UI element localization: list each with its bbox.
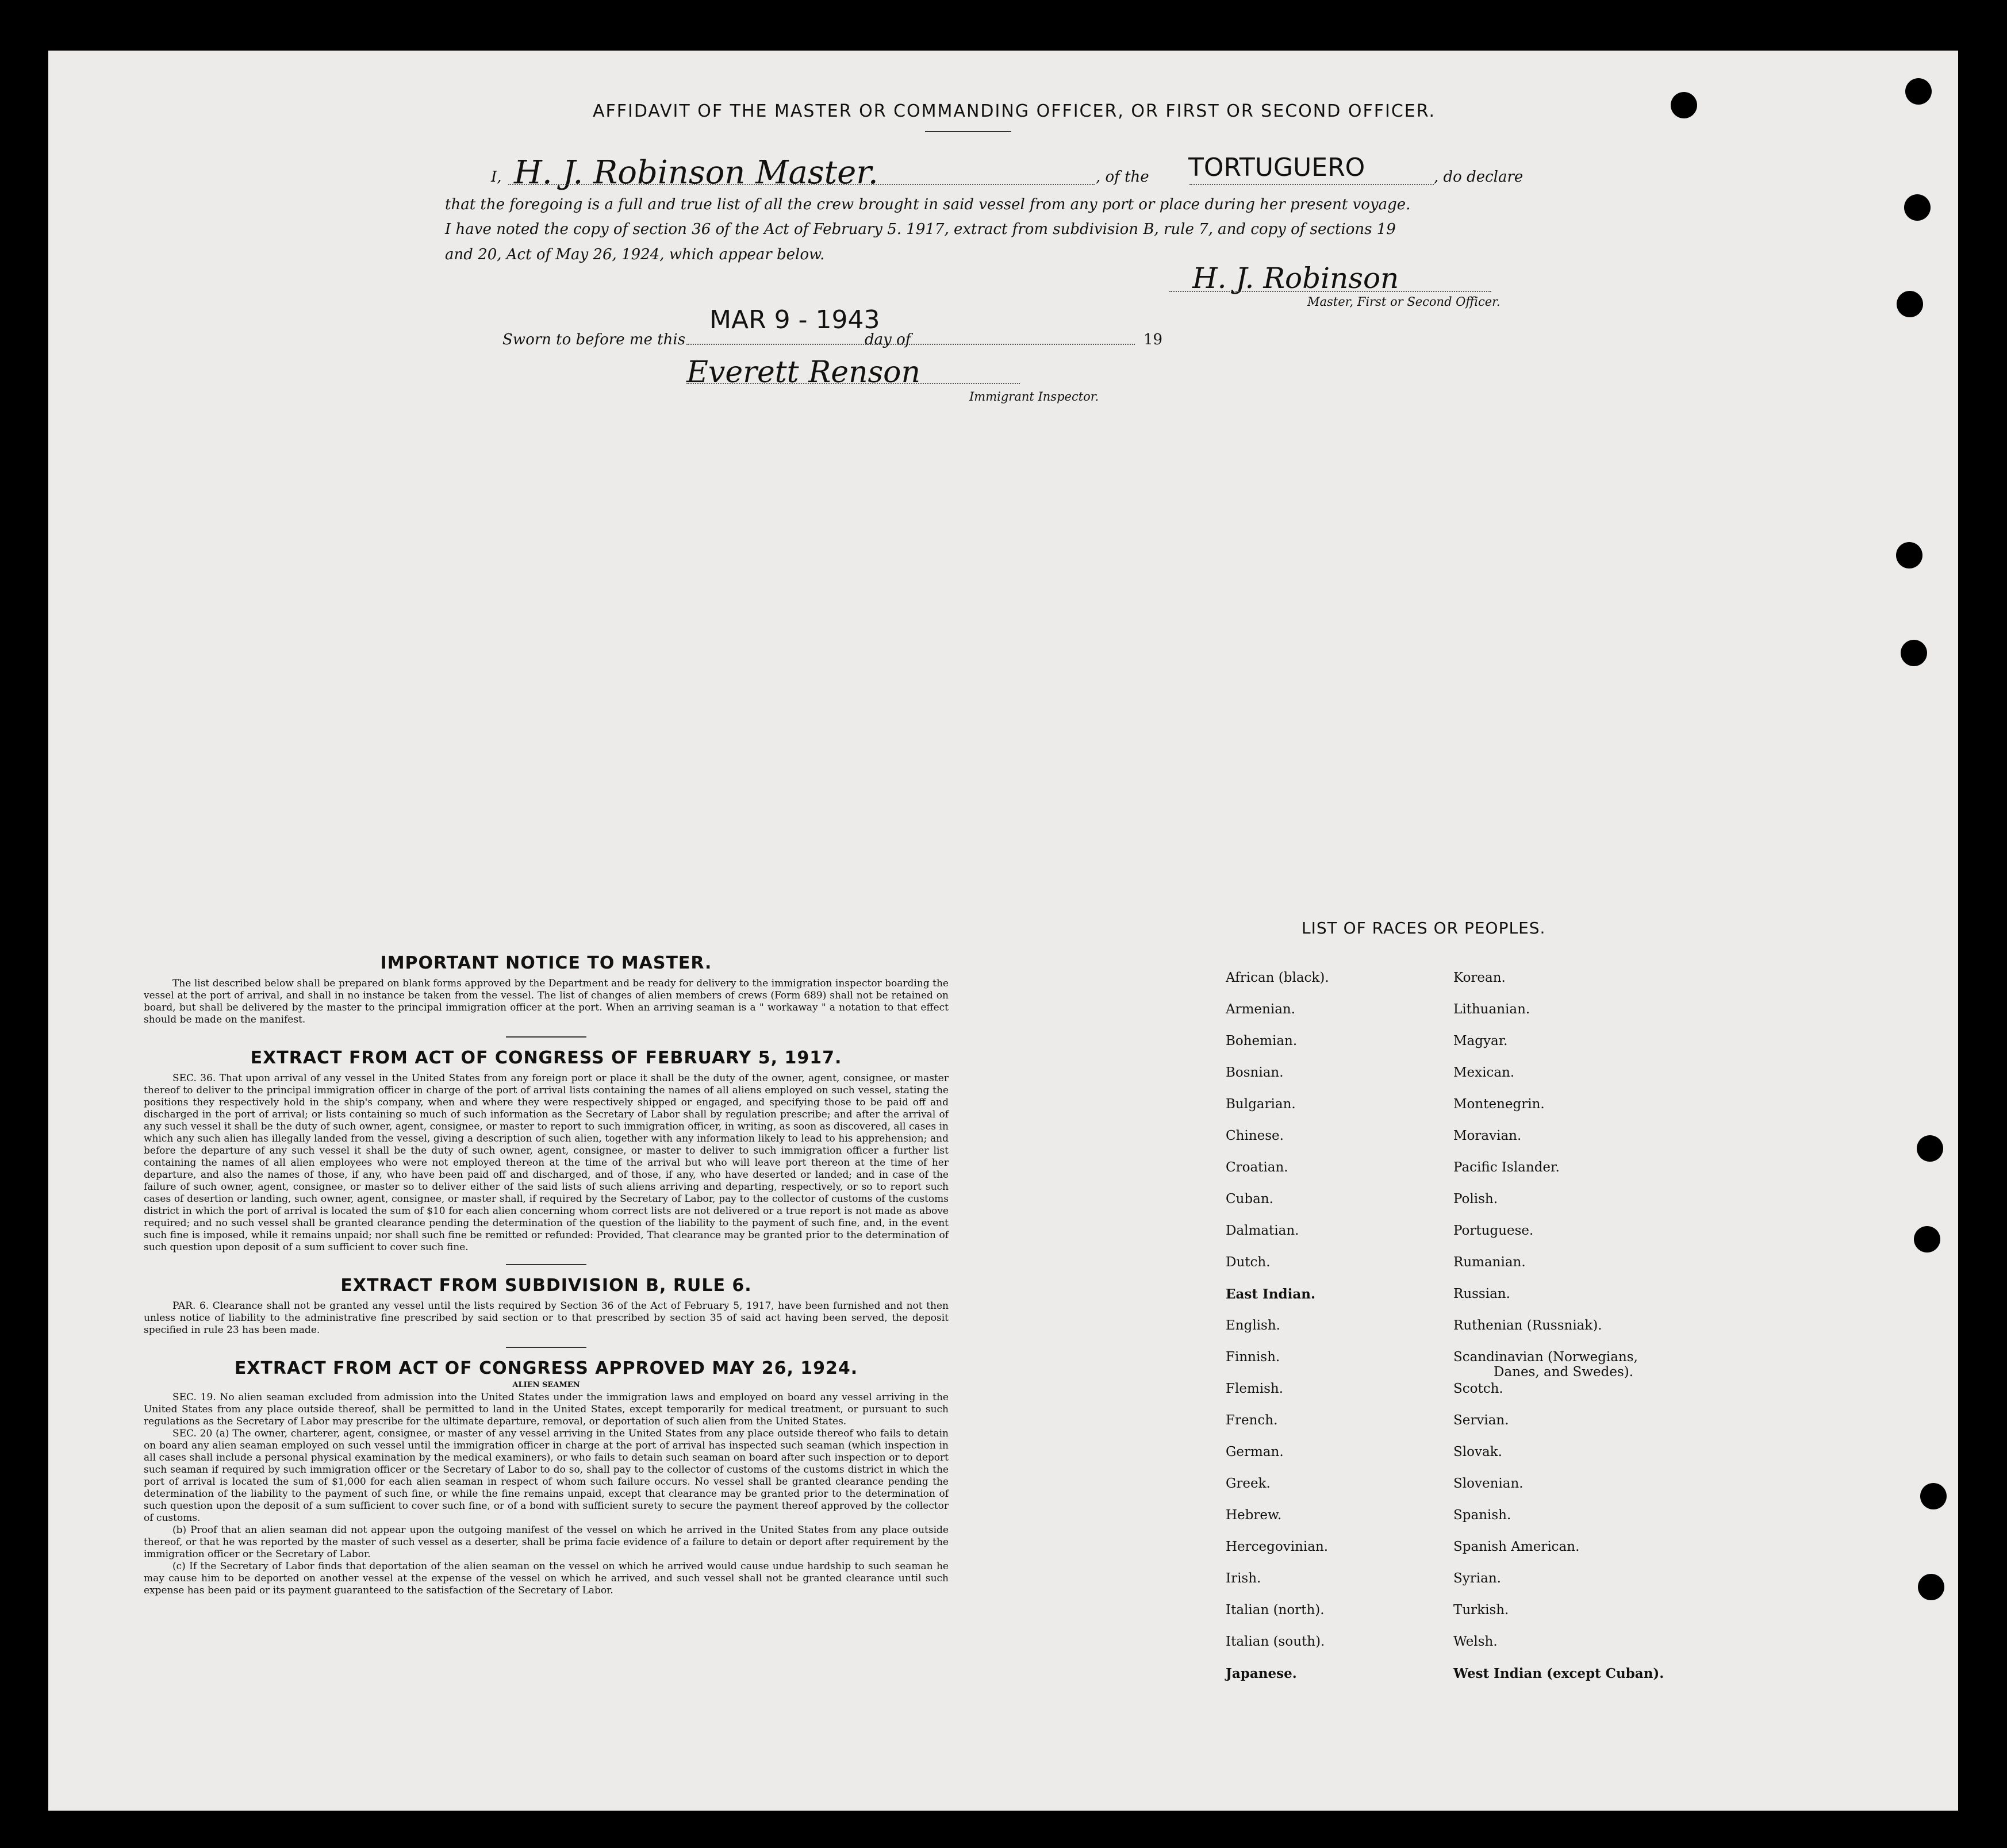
punch-hole <box>1905 78 1932 105</box>
race-item-left: Greek. <box>1226 1476 1271 1491</box>
punch-hole <box>1901 640 1927 666</box>
punch-hole <box>1896 542 1922 568</box>
race-item-right: Russian. <box>1453 1286 1510 1301</box>
race-item-right: Turkish. <box>1453 1603 1509 1618</box>
race-item-right: Lithuanian. <box>1453 1002 1530 1017</box>
race-item-left: French. <box>1226 1413 1278 1428</box>
punch-hole <box>1671 92 1697 118</box>
race-item-left: Dutch. <box>1226 1255 1271 1270</box>
extract-1917-text: SEC. 36. That upon arrival of any vessel in the United States from any foreign port or place it shall be the duty of the owner, agent, consignee, or master thereof to deliver to the principal immigration officer in charge of the port of arrival lists containing the names of all aliens employed on such vessel, stating the positions they respectively hold in the ship's company, when and where they were respectively shipped or engaged, and specifying those to be paid off and discharged in the port of arrival; or lists containing so much of such information as the Secretary of Labor shall by regulation prescribe; and after the arrival of any such vessel it shall be the duty of such owner, agent, consignee, or master to report to such immigration officer, in writing, as soon as discovered, all cases in which any such alien has illegally landed from the vessel, giving a description of such alien, together with any information likely to lead to his apprehension; and before the departure of any such vessel it shall be the duty of such owner, agent, consignee, or master to deliver to such immigration officer a further list containing the names of all alien employees who were not employed thereon at the time of the arrival but who will leave port thereon at the time of her departure, and also the names of those, if any, who have been paid off and discharged, and of those, if any, who have deserted or landed; and in case of the failure of such owner, agent, consignee, or master so to deliver either of the said lists of such aliens arriving and departing, respectively, or so to report such cases of desertion or landing, such owner, agent, consignee, or master shall, if required by the Secretary of Labor, pay to the collector of customs of the customs district in which the port of arrival is located the sum of $10 for each alien concerning whom correct lists are not delivered or a true report is not made as above required; and no such vessel shall be granted clearance pending the determination of the question of the liability to the payment of such fine, and, in the event such fine is imposed, while it remains unpaid; nor shall such fine be remitted or refunded: Provided, That clearance may be granted prior to the determination of such question upon deposit of a sum sufficient to cover such fine. <box>144 1073 949 1253</box>
i-label: I, <box>491 168 502 186</box>
extract-1924-subtitle: ALIEN SEAMEN <box>512 1381 580 1389</box>
notice-text: The list described below shall be prepared on blank forms approved by the Department and be ready for delivery to the immigration inspector boarding the vessel at the port of arrival, and shall in no instance be taken from the vessel. The list of changes of alien members of crews (Form 689) shall not be retained on board, but shall be delivered by the master to the principal immigration officer at the port. When an arriving seaman is a " workaway " a notation to that effect should be made on the manifest. <box>144 978 949 1025</box>
do-declare-label: , do declare <box>1434 168 1524 186</box>
legal-column <box>144 953 949 1597</box>
race-item-right: Scotch. <box>1453 1381 1503 1396</box>
race-item-right: Rumanian. <box>1453 1255 1526 1270</box>
sec-20a-text: SEC. 20 (a) The owner, charterer, agent, consignee, or master of any vessel arriving in the United States from any place outside thereof who fails to detain on board any alien seaman employed on such vessel until the immigration officer in charge at the port of arrival has inspected such seaman (which inspection in all cases shall include a personal physical examination by the medical examiners), or who fails to detain such seaman on board after such inspection or to deport such seaman if required by such immigration officer or the Secretary of Labor to do so, shall pay to the collector of customs of the customs district in which the port of arrival is located the sum of $1,000 for each alien seaman in respect of whom such failure occurs. No vessel shall be granted clearance pending the determination of the liability to the payment of such fine, or while the fine remains unpaid, except that clearance may be granted prior to the determination of such question upon the deposit of a sum sufficient to cover such fine, or of a bond with sufficient surety to secure the payment thereof approved by the collector of customs. <box>144 1428 949 1524</box>
year-prefix: 19 <box>1143 331 1163 348</box>
race-item-right: Pacific Islander. <box>1453 1160 1560 1175</box>
race-item-right: Ruthenian (Russniak). <box>1453 1318 1602 1333</box>
section-rule <box>506 1347 586 1348</box>
race-item-right: Spanish American. <box>1453 1539 1580 1554</box>
race-item-left: Dalmatian. <box>1226 1223 1299 1238</box>
punch-hole <box>1904 194 1931 221</box>
dotted-line <box>1189 184 1434 185</box>
race-item-right: West Indian (except Cuban). <box>1453 1666 1664 1681</box>
race-item-left: Armenian. <box>1226 1002 1296 1017</box>
punch-hole <box>1917 1135 1943 1162</box>
race-item-left: Italian (north). <box>1226 1603 1325 1618</box>
dotted-line <box>508 184 1095 185</box>
race-item-right: Moravian. <box>1453 1128 1522 1143</box>
race-item-right: Polish. <box>1453 1192 1498 1207</box>
affidavit-body-line2: I have noted the copy of section 36 of the Act of February 5. 1917, extract from subdivision B, rule 7, and copy of sections 19 <box>445 221 1396 238</box>
dotted-line <box>686 383 1020 384</box>
punch-hole <box>1918 1574 1944 1600</box>
subdivision-text: PAR. 6. Clearance shall not be granted any vessel until the lists required by Section 36 of the Act of February 5, 1917, have been furnished and not then unless notice of liability to the administrative fine prescribed by said section or to that prescribed by section 35 of said act having been served, the deposit specified in rule 23 has been made. <box>144 1300 949 1336</box>
race-item-left: Finnish. <box>1226 1350 1280 1365</box>
sec-19-text: SEC. 19. No alien seaman excluded from admission into the United States under the immigration laws and employed on board any vessel arriving in the United States from any place outside thereof, shall be permitted to land in the United States, except temporarily for medical treatment, or pursuant to such regulations as the Secretary of Labor may prescribe for the ultimate departure, removal, or deportation of such alien from the United States. <box>144 1392 949 1427</box>
race-item-left: Bosnian. <box>1226 1065 1284 1080</box>
master-name-handwritten: H. J. Robinson Master. <box>514 154 878 191</box>
race-item-left: Flemish. <box>1226 1381 1284 1396</box>
signature-caption: Master, First or Second Officer. <box>1307 295 1501 309</box>
race-item-left: Cuban. <box>1226 1192 1273 1207</box>
race-item-left: Italian (south). <box>1226 1634 1325 1649</box>
document-sheet <box>48 51 1958 1811</box>
subdivision-title: EXTRACT FROM SUBDIVISION B, RULE 6. <box>340 1275 752 1296</box>
race-item-right: Spanish. <box>1453 1508 1511 1523</box>
race-item-left: Hebrew. <box>1226 1508 1282 1523</box>
race-item-right: Slovak. <box>1453 1444 1502 1459</box>
sec-20b-text: (b) Proof that an alien seaman did not appear upon the outgoing manifest of the vessel on which he arrived in the United States from any place outside thereof, or that he was reported by the master of such vessel as a deserter, shall be prima facie evidence of a failure to detain or deport after requirement by the immigration officer or the Secretary of Labor. <box>144 1524 949 1560</box>
race-item-left: East Indian. <box>1226 1286 1315 1302</box>
race-item-left: Croatian. <box>1226 1160 1288 1175</box>
affidavit-body-line1: that the foregoing is a full and true list of all the crew brought in said vessel from any port or place during her present voyage. <box>445 196 1411 213</box>
sec-20c-text: (c) If the Secretary of Labor finds that deportation of the alien seaman on the vessel on which he arrived would cause undue hardship to such seaman he may cause him to be deported on another vessel at the expense of the vessel on which he arrived, and such vessel shall not be granted clearance until such expense has been paid or its payment guaranteed to the satisfaction of the Secretary of Labor. <box>144 1561 949 1596</box>
race-item-left: Chinese. <box>1226 1128 1284 1143</box>
race-item-right: Magyar. <box>1453 1034 1508 1048</box>
title-rule <box>925 131 1011 132</box>
punch-hole <box>1920 1483 1947 1509</box>
punch-hole <box>1914 1226 1940 1253</box>
extract-1924-title: EXTRACT FROM ACT OF CONGRESS APPROVED MAY 26, 1924. <box>234 1358 858 1378</box>
inspector-caption: Immigrant Inspector. <box>969 390 1099 404</box>
race-item-left: German. <box>1226 1444 1284 1459</box>
affidavit-body-line3: and 20, Act of May 26, 1924, which appear below. <box>445 246 825 263</box>
race-item-continuation: Danes, and Swedes). <box>1494 1365 1634 1380</box>
race-item-right: Servian. <box>1453 1413 1509 1428</box>
notice-title: IMPORTANT NOTICE TO MASTER. <box>380 953 712 973</box>
race-item-left: Hercegovinian. <box>1226 1539 1329 1554</box>
race-item-right: Welsh. <box>1453 1634 1498 1649</box>
race-item-left: Bohemian. <box>1226 1034 1298 1048</box>
inspector-signature: Everett Renson <box>686 355 920 390</box>
race-item-right: Montenegrin. <box>1453 1097 1545 1112</box>
section-rule <box>506 1264 586 1265</box>
race-item-right: Portuguese. <box>1453 1223 1534 1238</box>
race-item-left: English. <box>1226 1318 1280 1333</box>
day-of-label: day of <box>865 331 911 348</box>
race-item-right: Scandinavian (Norwegians, <box>1453 1350 1638 1365</box>
race-item-left: African (black). <box>1226 970 1329 985</box>
master-signature: H. J. Robinson <box>1192 262 1399 295</box>
race-item-right: Korean. <box>1453 970 1506 985</box>
race-item-right: Syrian. <box>1453 1571 1501 1586</box>
dotted-line <box>1169 291 1491 292</box>
race-item-left: Irish. <box>1226 1571 1261 1586</box>
punch-hole <box>1897 291 1923 317</box>
race-item-left: Bulgarian. <box>1226 1097 1296 1112</box>
vessel-name-stamp: TORTUGUERO <box>1188 153 1365 182</box>
of-the-label: , of the <box>1096 168 1149 186</box>
races-title: LIST OF RACES OR PEOPLES. <box>1302 919 1546 938</box>
section-rule <box>506 1036 586 1038</box>
race-item-right: Slovenian. <box>1453 1476 1524 1491</box>
affidavit-title: AFFIDAVIT OF THE MASTER OR COMMANDING OFFICER, OR FIRST OR SECOND OFFICER. <box>592 101 1436 121</box>
race-item-left: Japanese. <box>1226 1666 1297 1681</box>
sworn-label: Sworn to before me this <box>502 331 686 348</box>
race-item-right: Mexican. <box>1453 1065 1515 1080</box>
extract-1917-title: EXTRACT FROM ACT OF CONGRESS OF FEBRUARY 5, 1917. <box>250 1048 842 1068</box>
sworn-date-stamp: MAR 9 - 1943 <box>709 305 880 335</box>
